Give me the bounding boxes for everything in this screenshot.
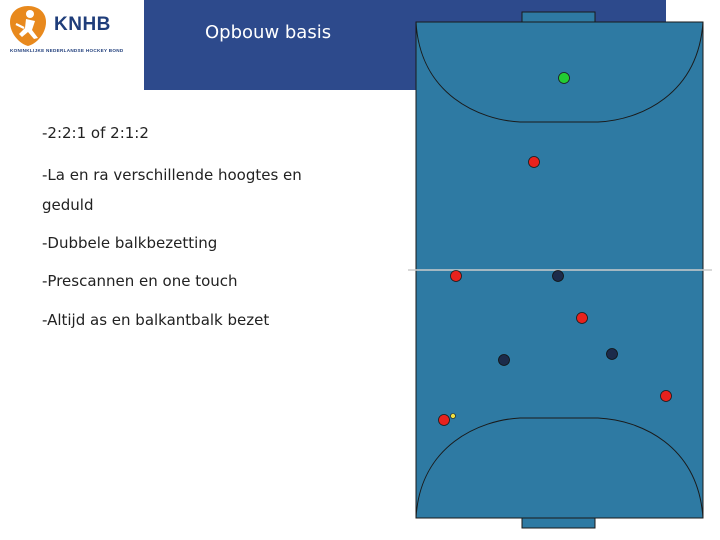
hockey-player-crest-icon (8, 4, 48, 48)
top-goal (522, 12, 595, 22)
player-red (529, 157, 540, 168)
player-red (439, 415, 450, 426)
ball (451, 414, 456, 419)
player-red (577, 313, 588, 324)
bullet-formation: -2:2:1 of 2:1:2 (42, 124, 149, 142)
player-dark (607, 349, 618, 360)
logo-wordmark: KNHB (54, 14, 111, 35)
knhb-logo (8, 2, 138, 64)
page-title: Opbouw basis (205, 22, 332, 43)
bullet-patience: geduld (42, 196, 94, 214)
bullet-axis-occupied: -Altijd as en balkantbalk bezet (42, 311, 270, 329)
player-red (661, 391, 672, 402)
bullet-prescanning: -Prescannen en one touch (42, 272, 238, 290)
player-red (451, 271, 462, 282)
bottom-goal (522, 518, 595, 528)
player-dark (553, 271, 564, 282)
bullet-double-occupation: -Dubbele balkbezetting (42, 234, 218, 252)
bullet-heights: -La en ra verschillende hoogtes en (42, 166, 302, 184)
goalkeeper (559, 73, 570, 84)
logo-tagline: KONINKLIJKE NEDERLANDSE HOCKEY BOND (10, 48, 124, 53)
player-dark (499, 355, 510, 366)
hockey-pitch (408, 0, 720, 540)
